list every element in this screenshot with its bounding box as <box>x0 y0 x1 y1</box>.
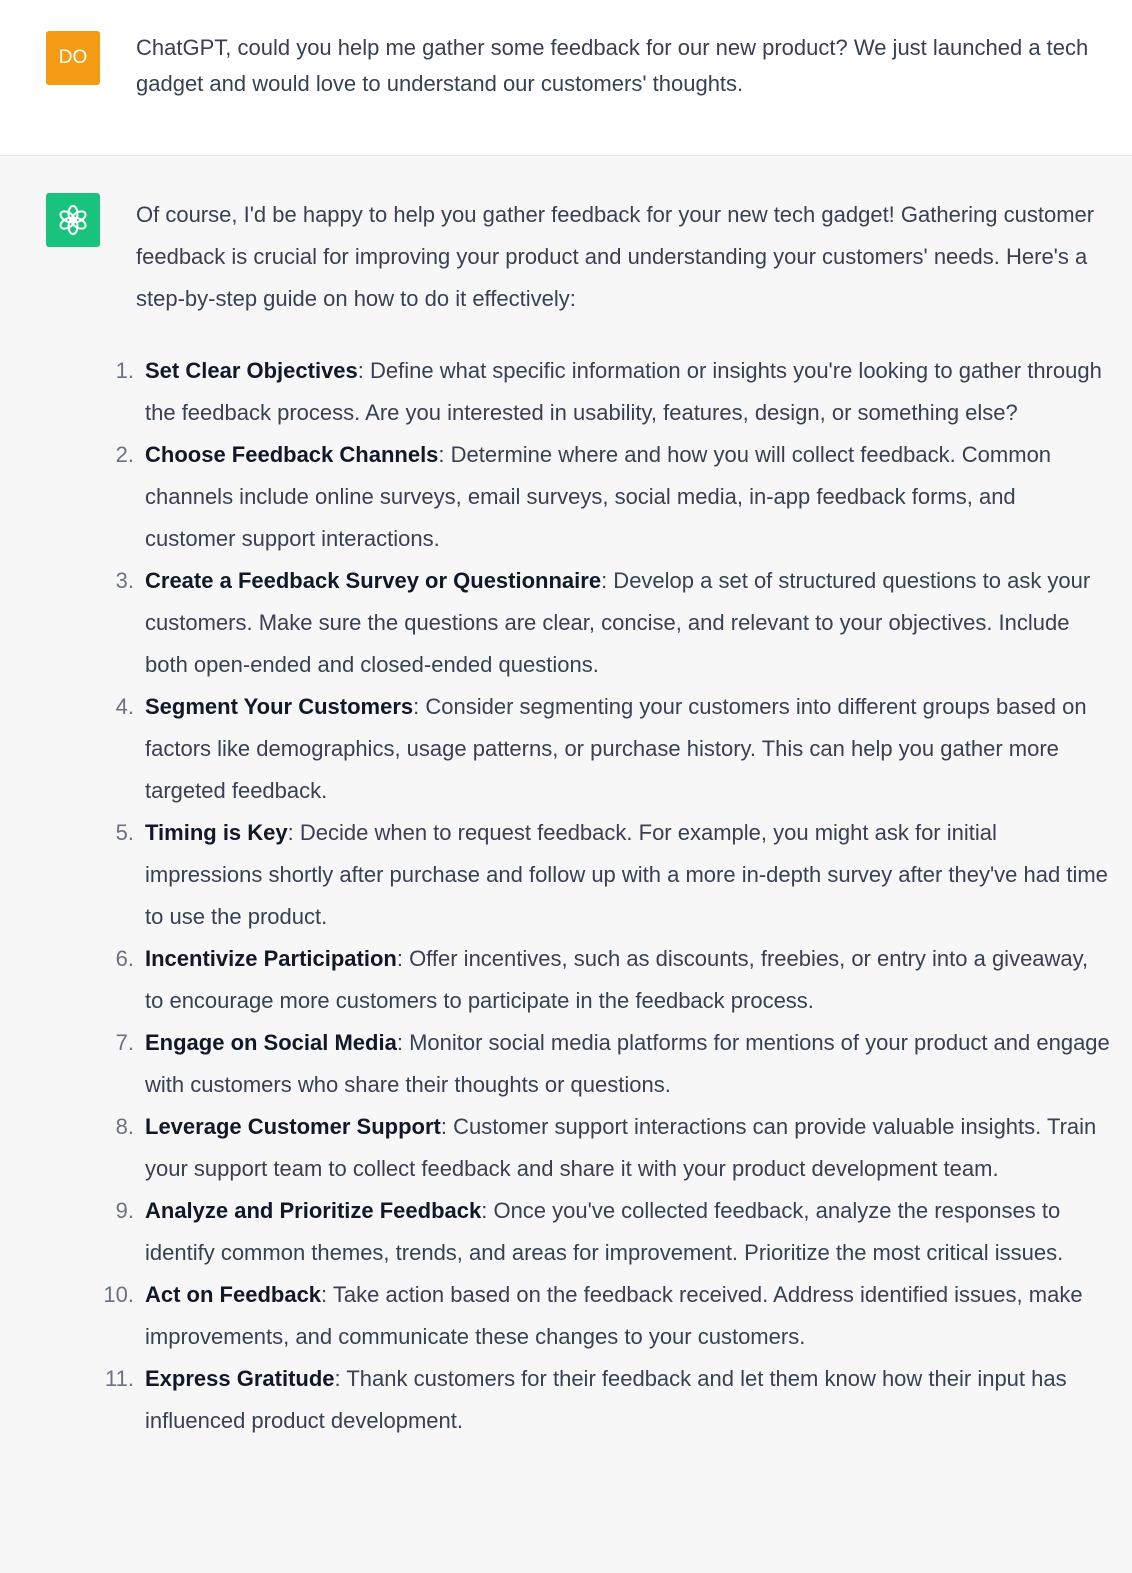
steps-list <box>0 350 1132 1442</box>
step-title: Express Gratitude <box>145 1366 335 1391</box>
user-avatar-initials: DO <box>58 47 88 68</box>
step-title: Timing is Key <box>145 820 288 845</box>
step-text: : Customer support interactions can provide valuable insights. Train your support team to collect feedback and share it with your product development team. <box>145 1114 1097 1181</box>
list-item <box>0 1106 1132 1190</box>
step-text: : Define what specific information or insights you're looking to gather through the feedback process. Are you interested in usability, features, design, or something else? <box>145 358 1102 425</box>
user-message-row <box>0 0 1132 156</box>
list-item <box>0 1274 1132 1358</box>
list-item <box>0 1358 1132 1442</box>
step-number: 9. <box>115 1198 134 1223</box>
step-title: Act on Feedback <box>145 1282 322 1307</box>
list-item <box>0 686 1132 812</box>
step-text: : Thank customers for their feedback and let them know how their input has influenced product development. <box>145 1366 1067 1433</box>
step-number: 2. <box>115 442 134 467</box>
step-text: : Monitor social media platforms for mentions of your product and engage with customers who share their thoughts or questions. <box>145 1030 1110 1097</box>
step-number: 7. <box>115 1030 134 1055</box>
step-title: Set Clear Objectives <box>145 358 358 383</box>
step-title: Analyze and Prioritize Feedback <box>145 1198 482 1223</box>
assistant-intro-text: Of course, I'd be happy to help you gather feedback for your new tech gadget! Gathering customer feedback is crucial for improving your product and understanding your customers' needs. Here's a step-by-step guide on how to do it effectively: <box>136 202 1095 311</box>
step-number: 10. <box>103 1282 134 1307</box>
list-item <box>0 560 1132 686</box>
step-number: 8. <box>115 1114 134 1139</box>
step-title: Create a Feedback Survey or Questionnaire <box>145 568 602 593</box>
user-message-text: ChatGPT, could you help me gather some feedback for our new product? We just launched a tech gadget and would love to understand our customers' thoughts. <box>136 35 1089 96</box>
step-text: : Develop a set of structured questions to ask your customers. Make sure the questions are clear, concise, and relevant to your objectives. Include both open-ended and closed-ended questions. <box>145 568 1091 677</box>
list-item <box>0 812 1132 938</box>
step-title: Leverage Customer Support <box>145 1114 441 1139</box>
step-number: 11. <box>105 1366 134 1391</box>
step-text: : Offer incentives, such as discounts, freebies, or entry into a giveaway, to encourage more customers to participate in the feedback process. <box>145 946 1089 1013</box>
step-title: Incentivize Participation <box>145 946 397 971</box>
list-item <box>0 938 1132 1022</box>
step-text: : Determine where and how you will collect feedback. Common channels include online surveys, email surveys, social media, in-app feedback forms, and customer support interactions. <box>145 442 1052 551</box>
list-item <box>0 1022 1132 1106</box>
list-item <box>0 434 1132 560</box>
step-text: : Once you've collected feedback, analyze the responses to identify common themes, trends, and areas for improvement. Prioritize the most critical issues. <box>145 1198 1064 1265</box>
step-number: 4. <box>115 694 134 719</box>
step-number: 6. <box>115 946 134 971</box>
assistant-message-row <box>0 156 1132 1573</box>
step-number: 1. <box>115 358 134 383</box>
user-avatar <box>46 31 100 85</box>
step-text: : Consider segmenting your customers into different groups based on factors like demographics, usage patterns, or purchase history. This can help you gather more targeted feedback. <box>145 694 1087 803</box>
step-text: : Take action based on the feedback received. Address identified issues, make improvements, and communicate these changes to your customers. <box>145 1282 1083 1349</box>
step-text: : Decide when to request feedback. For example, you might ask for initial impressions shortly after purchase and follow up with a more in-depth survey after they've had time to use the product. <box>145 820 1108 929</box>
list-item <box>0 1190 1132 1274</box>
openai-logo-icon <box>57 204 89 236</box>
step-title: Choose Feedback Channels <box>145 442 439 467</box>
step-number: 3. <box>115 568 134 593</box>
list-item <box>0 350 1132 434</box>
assistant-avatar <box>46 193 100 247</box>
step-title: Engage on Social Media <box>145 1030 397 1055</box>
step-number: 5. <box>115 820 134 845</box>
step-title: Segment Your Customers <box>145 694 414 719</box>
